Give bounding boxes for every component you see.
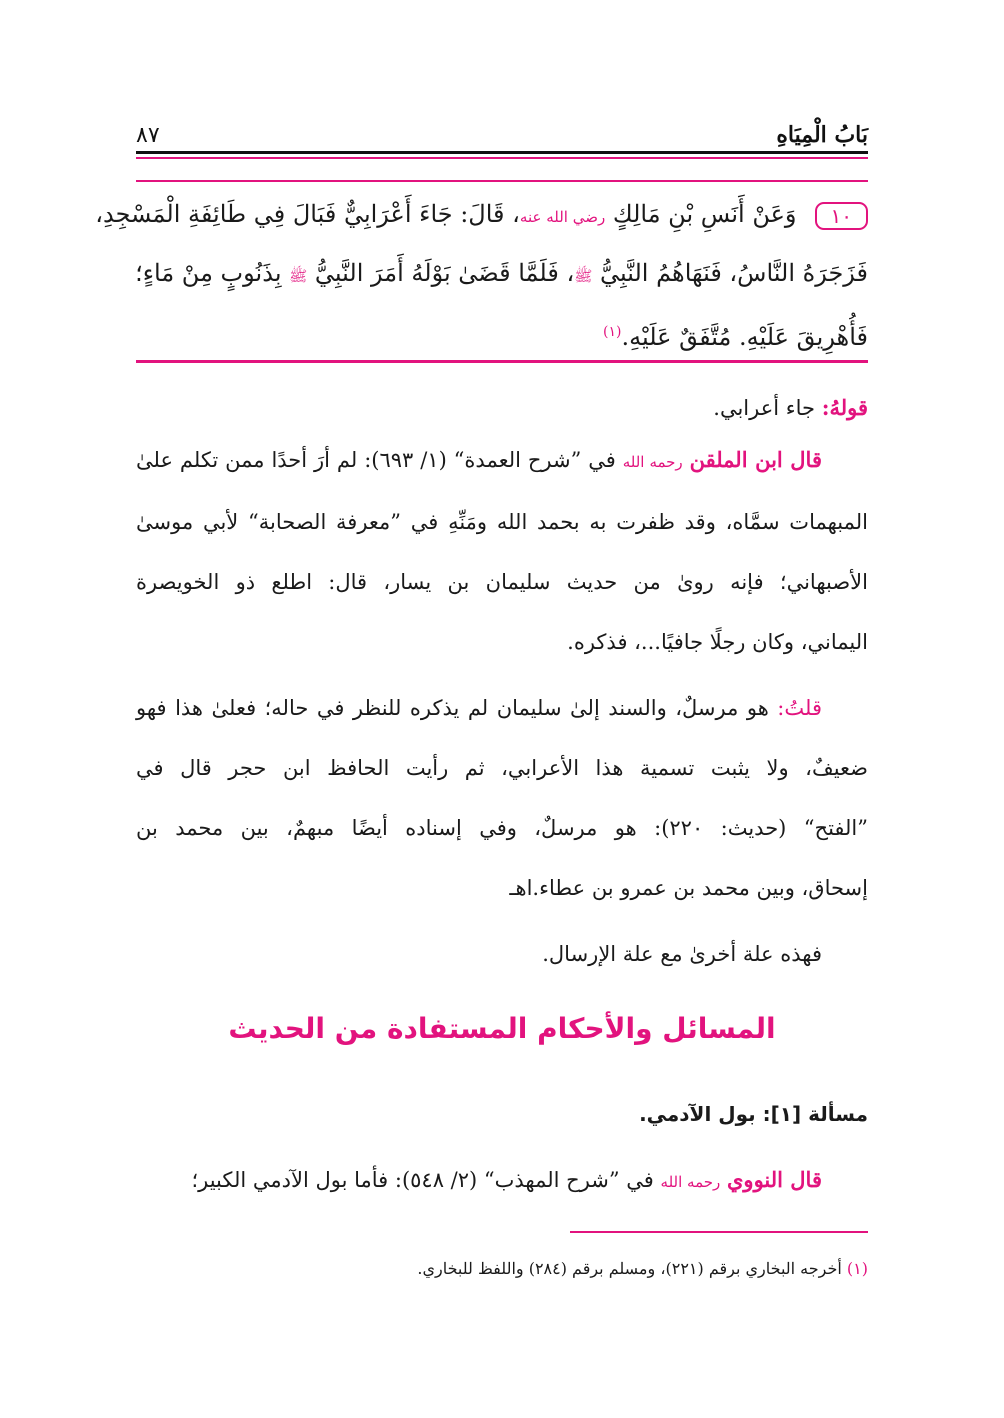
- para-line: [136, 430, 868, 492]
- hadith-line-2: [136, 245, 868, 304]
- issue-label: مسألة [١]:: [762, 1102, 868, 1126]
- issue-title: بول الآدمي.: [639, 1102, 756, 1126]
- para-text: في ”شرح العمدة“ (١/ ٦٩٣): لم أرَ أحدًا ممن تكلم علىٰ: [136, 448, 616, 472]
- para-line: [136, 1150, 868, 1212]
- qawluhu-label: قولهُ:: [821, 395, 868, 420]
- chapter-title: بَابُ الْمِيَاهِ: [776, 122, 868, 148]
- hadith-line-3: [136, 304, 868, 365]
- hadith-top-rule: [136, 180, 868, 182]
- page-number: ٨٧: [136, 123, 160, 148]
- para-line: [136, 378, 868, 438]
- honorific: رضي الله عنه: [519, 208, 606, 226]
- footnote-reference[interactable]: (١): [603, 324, 622, 340]
- hadith-text: بِذَنُوبٍ مِنْ مَاءٍ؛: [135, 259, 282, 287]
- qawluhu-text: جاء أعرابي.: [713, 396, 816, 420]
- hadith-block: [95, 186, 868, 356]
- honorific: ﷺ: [574, 267, 593, 285]
- ibn-mulaqqin-paragraph: [136, 430, 868, 672]
- hadith-text: وَعَنْ أَنَسِ بْنِ مَالِكٍ: [612, 200, 797, 228]
- para-text: هو مرسلٌ، والسند إلىٰ سليمان لم يذكره للنظر في حاله؛ فعلىٰ هذا فهو: [136, 696, 769, 720]
- section-title: المسائل والأحكام المستفادة من الحديث: [228, 1012, 776, 1045]
- footnote-number: (١): [846, 1259, 868, 1278]
- para-line: الأصبهاني؛ فإنه روىٰ من حديث سليمان بن يسار، قال: اطلع ذو الخويصرة: [136, 570, 868, 594]
- honorific: ﷺ: [289, 267, 308, 285]
- hadith-text: ، قَالَ: جَاءَ أَعْرَابِيٌّ فَبَالَ فِي طَائِفَةِ الْمَسْجِدِ،: [95, 200, 520, 228]
- para-line: اليماني، وكان رجلًا جافيًا...، فذكره.: [567, 630, 868, 654]
- qultu-paragraph: [136, 678, 868, 918]
- hadith-text: فَزَجَرَهُ النَّاسُ، فَنَهَاهُمُ النَّبِيُّ: [599, 259, 868, 287]
- para-line: إسحاق، وبين محمد بن عمرو بن عطاء.اهـ: [509, 876, 868, 900]
- conclusion-text: فهذه علة أخرىٰ مع علة الإرسال.: [542, 942, 822, 966]
- honorific: رحمه الله: [660, 1173, 721, 1191]
- footnote-text: أخرجه البخاري برقم (٢٢١)، ومسلم برقم (٢٨٤) واللفظ للبخاري.: [417, 1259, 842, 1278]
- hadith-text: ، فَلَمَّا قَضَىٰ بَوْلَهُ أَمَرَ النَّبِيُّ: [314, 259, 575, 287]
- issue-heading: [136, 1102, 868, 1126]
- footnote-rule: [570, 1231, 868, 1233]
- hadith-text: فَأُهْرِيقَ عَلَيْهِ. مُتَّفَقٌ عَلَيْهِ.: [621, 323, 868, 351]
- speaker-name: قال ابن الملقن: [689, 447, 822, 472]
- honorific: رحمه الله: [622, 453, 683, 471]
- footnote: [136, 1256, 868, 1282]
- qawluhu-paragraph: [136, 378, 868, 438]
- para-line: ”الفتح“ (حديث: ٢٢٠): هو مرسلٌ، وفي إسناده أيضًا مبهمٌ، بين محمد بن: [136, 816, 868, 840]
- hadith-number-badge: ١٠: [815, 202, 868, 230]
- hadith-line-1: [95, 186, 868, 245]
- header-rule: [136, 151, 868, 154]
- para-line: ضعيفٌ، ولا يثبت تسمية هذا الأعرابي، ثم رأيت الحافظ ابن حجر قال في: [136, 756, 868, 780]
- speaker-name: قال النووي: [726, 1167, 822, 1192]
- para-line: [136, 678, 868, 738]
- qultu-label: قلتُ:: [777, 696, 822, 720]
- para-line: المبهمات سمَّاه، وقد ظفرت به بحمد الله ومَنِّهِ في ”معرفة الصحابة“ لأبي موسىٰ: [136, 510, 868, 534]
- conclusion-paragraph: [136, 924, 868, 984]
- para-text: في ”شرح المهذب“ (٢/ ٥٤٨): فأما بول الآدمي الكبير؛: [191, 1168, 654, 1192]
- nawawi-paragraph: [136, 1150, 868, 1212]
- page-header: [136, 108, 868, 148]
- hadith-bottom-rule: [136, 360, 868, 363]
- header-rule-accent: [136, 157, 868, 159]
